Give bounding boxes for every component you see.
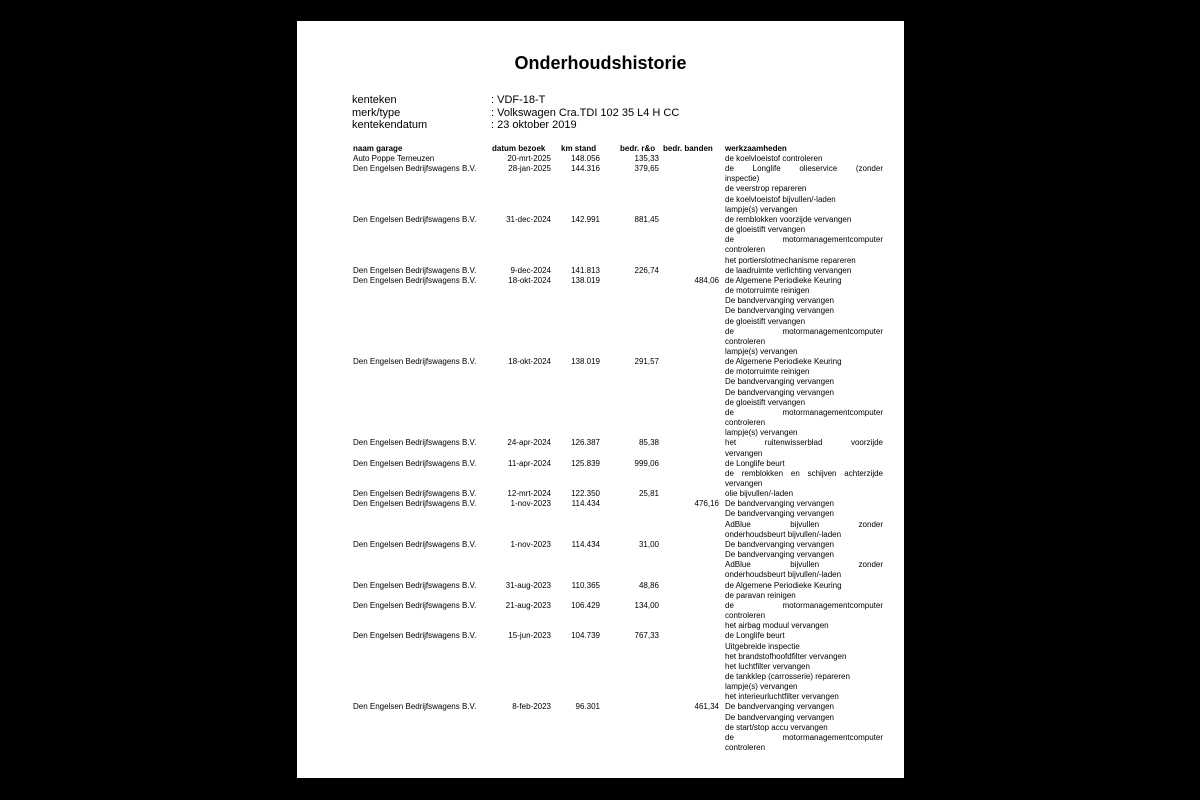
work-item: controleren — [725, 245, 766, 255]
work-list — [725, 357, 883, 438]
work-item: lampje(s) vervangen — [725, 682, 798, 692]
date-cell: 1-nov-2023 — [510, 499, 551, 509]
work-item: de tankklep (carrosserie) repareren — [725, 671, 850, 681]
km-cell: 148.056 — [571, 154, 600, 163]
work-list — [725, 540, 883, 581]
date-cell: 11-apr-2024 — [508, 458, 551, 468]
work-item: olie bijvullen/-laden — [725, 489, 794, 499]
work-list — [725, 631, 883, 702]
work-item: de remblokken en schijven achterzijde — [725, 468, 883, 478]
table-row — [297, 154, 904, 164]
km-cell: 114.434 — [571, 539, 600, 549]
vehicle-info-row — [352, 94, 679, 107]
garage-cell: Den Engelsen Bedrijfswagens B.V. — [353, 275, 477, 285]
km-cell: 110.365 — [571, 580, 600, 590]
work-item: inspectie) — [725, 174, 760, 184]
work-list — [725, 459, 883, 489]
date-cell: 31-dec-2024 — [506, 214, 551, 224]
garage-cell: Den Engelsen Bedrijfswagens B.V. — [353, 539, 477, 549]
date-cell: 28-jan-2025 — [508, 164, 551, 174]
ro-amount-cell: 881,45 — [634, 214, 659, 224]
ro-amount-cell: 379,65 — [634, 164, 659, 174]
date-cell: 31-aug-2023 — [505, 580, 551, 590]
work-item: De bandvervanging vervangen — [725, 387, 834, 397]
work-item: Uitgebreide inspectie — [725, 641, 800, 651]
work-item: De bandvervanging vervangen — [725, 550, 834, 560]
vehicle-info-value: : VDF-18-T — [491, 94, 546, 106]
km-cell: 122.350 — [571, 489, 600, 499]
work-item: het interieurluchtfilter vervangen — [725, 692, 839, 702]
km-cell: 144.316 — [571, 164, 600, 174]
table-row — [297, 581, 904, 601]
ro-amount-cell: 48,86 — [638, 580, 659, 590]
work-item: de Longlife olieservice (zonder — [725, 164, 883, 174]
banden-amount-cell: 476,16 — [694, 499, 719, 509]
work-item: het airbag moduul vervangen — [725, 621, 829, 631]
work-item: De bandvervanging vervangen — [725, 539, 834, 549]
ro-amount-cell: 85,38 — [638, 438, 659, 448]
work-item: onderhoudsbeurt bijvullen/-laden — [725, 570, 842, 580]
work-item: de Algemene Periodieke Keuring — [725, 357, 842, 367]
garage-cell: Den Engelsen Bedrijfswagens B.V. — [353, 600, 477, 610]
date-cell: 18-okt-2024 — [508, 275, 551, 285]
work-item: controleren — [725, 743, 766, 753]
garage-cell: Den Engelsen Bedrijfswagens B.V. — [353, 702, 477, 712]
vehicle-info-value: : 23 oktober 2019 — [491, 119, 577, 131]
document-page — [297, 21, 904, 778]
date-cell: 12-mrt-2024 — [507, 489, 551, 499]
km-cell: 106.429 — [571, 600, 600, 610]
km-cell: 138.019 — [571, 275, 600, 285]
garage-cell: Den Engelsen Bedrijfswagens B.V. — [353, 458, 477, 468]
table-row — [297, 601, 904, 631]
work-item: De bandvervanging vervangen — [725, 306, 834, 316]
work-item: AdBlue bijvullen zonder — [725, 560, 883, 570]
work-item: de veerstrop repareren — [725, 184, 807, 194]
table-row — [297, 357, 904, 438]
work-item: de start/stop accu vervangen — [725, 722, 828, 732]
work-list — [725, 266, 883, 276]
banden-amount-cell: 461,34 — [694, 702, 719, 712]
document-title: Onderhoudshistorie — [514, 53, 687, 73]
work-item: De bandvervanging vervangen — [725, 499, 834, 509]
column-header-garage: naam garage — [353, 144, 403, 153]
work-item: controleren — [725, 611, 766, 621]
maintenance-table — [297, 154, 904, 753]
work-item: lampje(s) vervangen — [725, 346, 798, 356]
work-item: de Longlife beurt — [725, 458, 785, 468]
table-row — [297, 631, 904, 702]
ro-amount-cell: 25,81 — [638, 489, 659, 499]
km-cell: 138.019 — [571, 357, 600, 367]
km-cell: 126.387 — [571, 438, 600, 448]
work-list — [725, 499, 883, 540]
work-list — [725, 215, 883, 266]
work-item: de motormanagementcomputer — [725, 326, 883, 336]
work-item: de gloeistift vervangen — [725, 397, 806, 407]
table-row — [297, 276, 904, 357]
table-row — [297, 540, 904, 581]
vehicle-info-label: kenteken — [352, 94, 397, 106]
work-item: de Algemene Periodieke Keuring — [725, 275, 842, 285]
ro-amount-cell: 135,33 — [634, 154, 659, 163]
work-item: de laadruimte verlichting vervangen — [725, 265, 852, 275]
work-item: de gloeistift vervangen — [725, 316, 806, 326]
vehicle-info-row — [352, 119, 679, 132]
km-cell: 114.434 — [571, 499, 600, 509]
work-item: lampje(s) vervangen — [725, 428, 798, 438]
work-item: de gloeistift vervangen — [725, 225, 806, 235]
work-list — [725, 581, 883, 601]
table-row — [297, 499, 904, 540]
work-list — [725, 438, 883, 458]
garage-cell: Den Engelsen Bedrijfswagens B.V. — [353, 631, 477, 641]
ro-amount-cell: 291,57 — [634, 357, 659, 367]
table-row — [297, 215, 904, 266]
work-item: de Algemene Periodieke Keuring — [725, 580, 842, 590]
work-item: de koelvloeistof controleren — [725, 154, 823, 163]
garage-cell: Den Engelsen Bedrijfswagens B.V. — [353, 357, 477, 367]
garage-cell: Den Engelsen Bedrijfswagens B.V. — [353, 580, 477, 590]
work-list — [725, 601, 883, 631]
ro-amount-cell: 226,74 — [634, 265, 659, 275]
work-item: het luchtfilter vervangen — [725, 661, 810, 671]
work-item: controleren — [725, 418, 766, 428]
work-list — [725, 164, 883, 215]
work-list — [725, 154, 883, 164]
ro-amount-cell: 134,00 — [634, 600, 659, 610]
date-cell: 18-okt-2024 — [508, 357, 551, 367]
km-cell: 104.739 — [571, 631, 600, 641]
work-item: de motorruimte reinigen — [725, 286, 810, 296]
work-item: het portierslotmechanisme repareren — [725, 255, 856, 265]
work-item: de motormanagementcomputer — [725, 600, 883, 610]
ro-amount-cell: 31,00 — [638, 539, 659, 549]
vehicle-info — [352, 94, 679, 132]
work-item: De bandvervanging vervangen — [725, 377, 834, 387]
work-item: De bandvervanging vervangen — [725, 509, 834, 519]
vehicle-info-row — [352, 107, 679, 120]
table-row — [297, 266, 904, 276]
work-item: de koelvloeistof bijvullen/-laden — [725, 194, 836, 204]
garage-cell: Auto Poppe Terneuzen — [353, 154, 435, 163]
garage-cell: Den Engelsen Bedrijfswagens B.V. — [353, 214, 477, 224]
work-item: onderhoudsbeurt bijvullen/-laden — [725, 529, 842, 539]
table-row — [297, 702, 904, 753]
date-cell: 9-dec-2024 — [510, 265, 551, 275]
ro-amount-cell: 999,06 — [634, 458, 659, 468]
table-row — [297, 489, 904, 499]
work-item: de remblokken voorzijde vervangen — [725, 214, 852, 224]
km-cell: 96.301 — [575, 702, 600, 712]
ro-amount-cell: 767,33 — [634, 631, 659, 641]
date-cell: 21-aug-2023 — [505, 600, 551, 610]
work-item: De bandvervanging vervangen — [725, 712, 834, 722]
column-header-date: datum bezoek — [492, 144, 546, 153]
km-cell: 142.991 — [571, 214, 600, 224]
work-item: controleren — [725, 336, 766, 346]
vehicle-info-label: kentekendatum — [352, 119, 428, 131]
work-item: de motorruimte reinigen — [725, 367, 810, 377]
garage-cell: Den Engelsen Bedrijfswagens B.V. — [353, 489, 477, 499]
date-cell: 24-apr-2024 — [507, 438, 551, 448]
table-row — [297, 438, 904, 458]
garage-cell: Den Engelsen Bedrijfswagens B.V. — [353, 438, 477, 448]
km-cell: 125.839 — [571, 458, 600, 468]
work-item: de paravan reinigen — [725, 590, 796, 600]
work-item: de motormanagementcomputer — [725, 235, 883, 245]
date-cell: 20-mrt-2025 — [507, 154, 551, 163]
work-item: De bandvervanging vervangen — [725, 702, 834, 712]
km-cell: 141.813 — [571, 265, 600, 275]
work-item: de motormanagementcomputer — [725, 407, 883, 417]
garage-cell: Den Engelsen Bedrijfswagens B.V. — [353, 499, 477, 509]
work-item: AdBlue bijvullen zonder — [725, 519, 883, 529]
vehicle-info-label: merk/type — [352, 106, 401, 119]
column-header-ro: bedr. r&o — [620, 144, 656, 153]
date-cell: 8-feb-2023 — [512, 702, 551, 712]
work-item: vervangen — [725, 448, 763, 458]
column-header-banden: bedr. banden — [663, 144, 713, 153]
table-row — [297, 459, 904, 489]
work-item: De bandvervanging vervangen — [725, 296, 834, 306]
work-item: de Longlife beurt — [725, 631, 785, 641]
work-item: het ruitenwisserblad voorzijde — [725, 438, 883, 448]
work-item: de motormanagementcomputer — [725, 732, 883, 742]
date-cell: 15-jun-2023 — [508, 631, 551, 641]
work-item: lampje(s) vervangen — [725, 204, 798, 214]
garage-cell: Den Engelsen Bedrijfswagens B.V. — [353, 164, 477, 174]
work-item: vervangen — [725, 479, 763, 488]
garage-cell: Den Engelsen Bedrijfswagens B.V. — [353, 265, 477, 275]
work-list — [725, 276, 883, 357]
work-list — [725, 489, 883, 499]
vehicle-info-value: : Volkswagen Cra.TDI 102 35 L4 H CC — [491, 106, 680, 119]
date-cell: 1-nov-2023 — [510, 539, 551, 549]
work-list — [725, 702, 883, 753]
column-header-km: km stand — [561, 144, 597, 153]
work-item: het brandstofhoofdfilter vervangen — [725, 651, 847, 661]
table-row — [297, 164, 904, 215]
banden-amount-cell: 484,06 — [694, 275, 719, 285]
column-header-work: werkzaamheden — [725, 144, 787, 153]
